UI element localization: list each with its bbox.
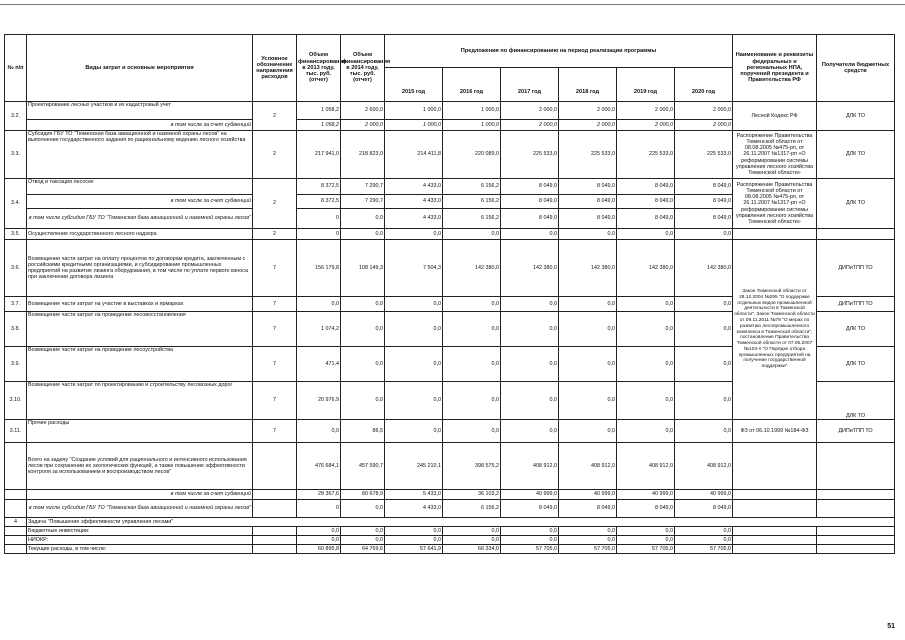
row-v2013: 28 367,6 — [297, 490, 341, 500]
row-name: Бюджетные инвестиции: — [27, 527, 253, 536]
header-vol2014: Объем финансирования в 2014 году, тыс. руб. (отчет) — [341, 35, 385, 102]
row-y2016: 6 156,2 — [443, 500, 501, 518]
row-requisites — [733, 490, 817, 500]
row-y2015: 0,0 — [385, 229, 443, 240]
table-row — [5, 490, 895, 500]
row-y2016: 0,0 — [443, 536, 501, 545]
row-v2013: 8 372,5 — [297, 179, 341, 195]
row-v2013: 476 684,1 — [297, 443, 341, 490]
row-code: 7 — [253, 382, 297, 420]
row-v2013: 471,4 — [297, 347, 341, 382]
row-code — [253, 536, 297, 545]
table-row — [5, 229, 895, 240]
row-name: Текущие расходы, в том числе: — [27, 545, 253, 554]
row-recipient — [817, 500, 895, 518]
row-y2015: 7 504,3 — [385, 240, 443, 297]
row-name: Возмещение части затрат на проведение лесовосстановления — [27, 312, 253, 347]
table-row — [5, 179, 895, 195]
row-y2016: 0,0 — [443, 312, 501, 347]
row-requisites — [733, 443, 817, 490]
row-y2018: 142 380,0 — [559, 240, 617, 297]
row-v2013: 0 — [297, 500, 341, 518]
row-requisites — [733, 500, 817, 518]
row-y2020: 408 912,0 — [675, 443, 733, 490]
row-name: Возмещение части затрат на участие в выставках и ярмарках — [27, 297, 253, 312]
row-num: 3.9. — [5, 347, 27, 382]
row-recipient: ДИПиТПП ТО — [817, 420, 895, 443]
row-y2016: 0,0 — [443, 420, 501, 443]
row-v2013: 0,0 — [297, 420, 341, 443]
row-y2015: 0,0 — [385, 536, 443, 545]
row-y2018: 0,0 — [559, 420, 617, 443]
row-code: 2 — [253, 229, 297, 240]
row-v2013: 0,0 — [297, 527, 341, 536]
row-y2019: 0,0 — [617, 536, 675, 545]
row-code — [253, 443, 297, 490]
row-v2014: 0,0 — [341, 297, 385, 312]
row-y2020: 0,0 — [675, 297, 733, 312]
row-y2019: 0,0 — [617, 420, 675, 443]
row-y2016: 0,0 — [443, 347, 501, 382]
row-y2016: 36 103,2 — [443, 490, 501, 500]
row-name: Возмещение части затрат на оплату процентов по договорам кредита, заключенным с российскими кредитными организациями, и субсидирование промышленных предприятий на развитие лизинга оборудования, в том числе по уплате первого взноса при заключении договора лизинга — [27, 240, 253, 297]
row-v2014: 0,0 — [341, 229, 385, 240]
row-recipient: ДИПиТПП ТО — [817, 297, 895, 312]
row-y2020: 0,0 — [675, 536, 733, 545]
row-y2017: 408 912,0 — [501, 443, 559, 490]
row-name: Возмещение части затрат по проектированию и строительству лесовозных дорог — [27, 382, 253, 420]
row-num: 3.7. — [5, 297, 27, 312]
row-v2014: 80 678,9 — [341, 490, 385, 500]
row-y2016: 142 380,0 — [443, 240, 501, 297]
row-y2017: 8 049,0 — [501, 209, 559, 229]
row-v2013: 0,0 — [297, 536, 341, 545]
row-v2014: 108 149,3 — [341, 240, 385, 297]
row-v2014: 0,0 — [341, 500, 385, 518]
row-v2013: 156 179,8 — [297, 240, 341, 297]
row-y2018: 8 049,0 — [559, 209, 617, 229]
row-y2019: 8 049,0 — [617, 179, 675, 195]
row-y2015: 0,0 — [385, 347, 443, 382]
row-name: Всего на задачу "Создание условий для рационального и интенсивного использования лесов при сохранении их экологических функций, а также повышение эффективности контроля за использованием и воспроизводством лесов" — [27, 443, 253, 490]
row-y2015: 0,0 — [385, 527, 443, 536]
row-num — [5, 545, 27, 554]
row-v2013: 0 — [297, 229, 341, 240]
header-kinds: Виды затрат и основные мероприятия — [27, 35, 253, 102]
row-code: 2 — [253, 102, 297, 131]
row-y2016: 398 575,2 — [443, 443, 501, 490]
row-code — [253, 527, 297, 536]
row-y2018: 0,0 — [559, 536, 617, 545]
row-recipient: ДЛК ТО — [817, 131, 895, 179]
row-y2017: 0,0 — [501, 297, 559, 312]
row-y2020: 225 533,0 — [675, 131, 733, 179]
row-recipient — [817, 229, 895, 240]
row-recipient: ДЛК ТО — [817, 102, 895, 131]
row-y2019: 2 000,0 — [617, 120, 675, 131]
header-year-2018: 2018 год — [559, 68, 617, 101]
row-num — [5, 500, 27, 518]
row-y2019: 8 049,0 — [617, 500, 675, 518]
row-name: Задача "Повышение эффективности управления лесами" — [27, 518, 895, 527]
row-y2018: 8 049,0 — [559, 500, 617, 518]
row-y2019: 2 000,0 — [617, 102, 675, 120]
row-name: Прочие расходы — [27, 420, 253, 443]
row-y2019: 0,0 — [617, 527, 675, 536]
row-num — [5, 490, 27, 500]
row-y2018: 408 912,0 — [559, 443, 617, 490]
row-y2016: 0,0 — [443, 297, 501, 312]
row-requisites: Закон Тюменской области от 28.12.2004 №295 "О поддержке отдельных видов промышленной деятельности в Тюменской области", Закон Тюменской области от 09.11.2011 №78 "О мерах по развитию лесопромышленного комплекса в Тюменской области", постановление Правительства Тюменской области от 07.05.2007 №103-п "О Порядке отбора промышленных предприятий на получение государственной поддержки" — [733, 240, 817, 420]
table-row — [5, 102, 895, 120]
row-y2019: 8 049,0 — [617, 209, 675, 229]
table-row — [5, 500, 895, 518]
row-code — [253, 500, 297, 518]
table-row — [5, 545, 895, 554]
row-num: 3.3. — [5, 131, 27, 179]
row-y2017: 0,0 — [501, 312, 559, 347]
row-v2013: 1 074,2 — [297, 312, 341, 347]
row-y2019: 8 049,0 — [617, 195, 675, 209]
row-name: в том числе субсидия ГБУ ТО "Тюменская база авиационной и наземной охраны лесов" — [27, 209, 253, 229]
row-y2019: 40 999,0 — [617, 490, 675, 500]
top-rule — [0, 4, 905, 5]
table-row — [5, 536, 895, 545]
row-y2018: 2 000,0 — [559, 102, 617, 120]
table-row-task — [5, 518, 895, 527]
row-name: Осуществление государственного лесного надзора — [27, 229, 253, 240]
row-v2013: 20 976,9 — [297, 382, 341, 420]
header-year-2019: 2019 год — [617, 68, 675, 101]
row-code: 2 — [253, 131, 297, 179]
row-y2020: 142 380,0 — [675, 240, 733, 297]
row-v2014: 218 823,0 — [341, 131, 385, 179]
row-y2019: 0,0 — [617, 312, 675, 347]
row-y2019: 57 705,0 — [617, 545, 675, 554]
row-y2015: 4 433,0 — [385, 500, 443, 518]
row-y2015: 0,0 — [385, 420, 443, 443]
row-requisites: ФЗ от 06.10.1999 №184-ФЗ — [733, 420, 817, 443]
row-v2014: 86,5 — [341, 420, 385, 443]
header-vol2013: Объем финансирования в 2013 году, тыс. руб. (отчет) — [297, 35, 341, 102]
row-name: Проектирование лесных участков и их кадастровый учет — [27, 102, 253, 120]
row-y2020: 8 049,0 — [675, 195, 733, 209]
row-code: 7 — [253, 312, 297, 347]
row-requisites — [733, 527, 817, 536]
row-y2017: 0,0 — [501, 536, 559, 545]
row-code: 7 — [253, 240, 297, 297]
row-y2015: 214 411,8 — [385, 131, 443, 179]
row-requisites — [733, 545, 817, 554]
row-y2020: 0,0 — [675, 527, 733, 536]
row-y2017: 8 049,0 — [501, 179, 559, 195]
row-y2017: 0,0 — [501, 229, 559, 240]
row-y2019: 0,0 — [617, 347, 675, 382]
row-y2016: 66 334,0 — [443, 545, 501, 554]
row-v2014: 7 290,7 — [341, 195, 385, 209]
row-v2014: 0,0 — [341, 209, 385, 229]
row-code — [253, 490, 297, 500]
row-v2013: 8 372,5 — [297, 195, 341, 209]
row-y2015: 0,0 — [385, 382, 443, 420]
header-year-2016: 2016 год — [443, 68, 501, 101]
row-y2020: 8 049,0 — [675, 179, 733, 195]
row-y2018: 0,0 — [559, 527, 617, 536]
header-requisites: Наименование и реквизиты федеральных и региональных НПА, поручений президента и Правительства РФ — [733, 35, 817, 102]
row-num — [5, 527, 27, 536]
row-y2016: 220 089,0 — [443, 131, 501, 179]
row-y2017: 2 000,0 — [501, 120, 559, 131]
row-y2018: 0,0 — [559, 297, 617, 312]
row-v2014: 457 590,7 — [341, 443, 385, 490]
table-header-row — [5, 35, 895, 102]
row-y2018: 8 049,0 — [559, 195, 617, 209]
row-num: 3.11. — [5, 420, 27, 443]
row-recipient — [817, 527, 895, 536]
row-name: в том числе субсидия ГБУ ТО "Тюменская база авиационной и наземной охраны лесов" — [27, 500, 253, 518]
row-v2013: 0 — [297, 209, 341, 229]
row-code: 7 — [253, 420, 297, 443]
row-y2015: 57 641,9 — [385, 545, 443, 554]
row-y2017: 57 705,0 — [501, 545, 559, 554]
row-v2013: 217 941,0 — [297, 131, 341, 179]
table-row — [5, 240, 895, 297]
row-v2013: 60 895,8 — [297, 545, 341, 554]
header-recipients: Получатели бюджетных средств — [817, 35, 895, 102]
row-name: Отвод и таксация лесосек — [27, 179, 253, 195]
row-y2015: 4 433,0 — [385, 179, 443, 195]
row-y2017: 40 999,0 — [501, 490, 559, 500]
row-v2013: 1 058,2 — [297, 102, 341, 120]
row-y2017: 8 049,0 — [501, 195, 559, 209]
row-y2019: 0,0 — [617, 297, 675, 312]
row-v2014: 0,0 — [341, 382, 385, 420]
row-y2017: 2 000,0 — [501, 102, 559, 120]
row-y2019: 0,0 — [617, 229, 675, 240]
row-y2016: 6 156,2 — [443, 209, 501, 229]
row-v2014: 2 000,0 — [341, 120, 385, 131]
row-y2020: 0,0 — [675, 382, 733, 420]
row-y2020: 8 049,0 — [675, 500, 733, 518]
row-y2019: 142 380,0 — [617, 240, 675, 297]
row-v2014: 2 600,0 — [341, 102, 385, 120]
table-row — [5, 420, 895, 443]
row-v2014: 0,0 — [341, 312, 385, 347]
row-recipient — [817, 545, 895, 554]
row-y2015: 1 000,0 — [385, 102, 443, 120]
row-name: в том числе за счет субвенций — [27, 490, 253, 500]
row-requisites: Распоряжение Правительства Тюменской области от 08.08.2005 №475-рп, от 26.11.2007 №1317-рп «О реформировании системы управления лесного хозяйства Тюменской области» — [733, 131, 817, 179]
row-v2014: 64 769,6 — [341, 545, 385, 554]
row-y2017: 0,0 — [501, 420, 559, 443]
row-code — [253, 545, 297, 554]
row-y2020: 0,0 — [675, 420, 733, 443]
row-recipient — [817, 443, 895, 490]
row-recipient: ДЛК ТО — [817, 179, 895, 229]
row-v2013: 0,0 — [297, 297, 341, 312]
row-y2015: 1 000,0 — [385, 120, 443, 131]
row-recipient: ДИПиТПП ТО — [817, 240, 895, 297]
row-y2018: 40 999,0 — [559, 490, 617, 500]
row-y2020: 0,0 — [675, 312, 733, 347]
header-proposals-label: Предложения по финансированию на период реализации программы — [385, 35, 732, 68]
header-years — [385, 68, 732, 101]
row-recipient: ДЛК ТО — [817, 312, 895, 347]
row-code: 2 — [253, 179, 297, 229]
row-y2016: 6 156,2 — [443, 195, 501, 209]
row-code: 7 — [253, 297, 297, 312]
financing-table — [4, 34, 895, 554]
row-y2019: 0,0 — [617, 382, 675, 420]
row-y2018: 57 705,0 — [559, 545, 617, 554]
row-y2015: 5 433,0 — [385, 490, 443, 500]
row-y2017: 8 049,0 — [501, 500, 559, 518]
row-y2016: 0,0 — [443, 229, 501, 240]
table-row — [5, 527, 895, 536]
row-y2020: 0,0 — [675, 229, 733, 240]
header-year-2015: 2015 год — [385, 68, 443, 101]
row-y2018: 0,0 — [559, 382, 617, 420]
row-y2020: 2 000,0 — [675, 102, 733, 120]
header-proposals — [385, 35, 733, 102]
row-y2017: 0,0 — [501, 382, 559, 420]
row-v2014: 0,0 — [341, 536, 385, 545]
row-y2016: 6 156,2 — [443, 179, 501, 195]
row-y2016: 0,0 — [443, 382, 501, 420]
row-y2017: 225 533,0 — [501, 131, 559, 179]
row-y2015: 0,0 — [385, 312, 443, 347]
table-row-total — [5, 443, 895, 490]
row-y2017: 0,0 — [501, 347, 559, 382]
row-y2018: 0,0 — [559, 312, 617, 347]
row-v2014: 0,0 — [341, 347, 385, 382]
row-recipient: ДЛК ТО — [817, 382, 895, 420]
row-recipient: ДЛК ТО — [817, 347, 895, 382]
row-y2018: 225 533,0 — [559, 131, 617, 179]
row-y2016: 0,0 — [443, 527, 501, 536]
row-num: 3.8. — [5, 312, 27, 347]
row-y2019: 408 912,0 — [617, 443, 675, 490]
row-num: 3.4. — [5, 179, 27, 229]
row-requisites: Лесной Кодекс РФ — [733, 102, 817, 131]
row-y2018: 2 000,0 — [559, 120, 617, 131]
row-recipient — [817, 536, 895, 545]
row-y2015: 4 433,0 — [385, 195, 443, 209]
row-code: 7 — [253, 347, 297, 382]
row-y2019: 225 533,0 — [617, 131, 675, 179]
row-num: 3.5. — [5, 229, 27, 240]
row-v2013: 1 058,2 — [297, 120, 341, 131]
row-y2020: 8 049,0 — [675, 209, 733, 229]
row-y2018: 0,0 — [559, 347, 617, 382]
page-number: 51 — [887, 623, 895, 630]
row-y2017: 0,0 — [501, 527, 559, 536]
row-y2020: 2 000,0 — [675, 120, 733, 131]
row-y2018: 0,0 — [559, 229, 617, 240]
row-name: Возмещение части затрат на проведение лесоустройства — [27, 347, 253, 382]
row-y2017: 142 380,0 — [501, 240, 559, 297]
row-y2018: 8 049,0 — [559, 179, 617, 195]
row-y2016: 1 000,0 — [443, 102, 501, 120]
row-name: Субсидия ГБУ ТО "Тюменская база авиационной и наземной охраны лесов" на выполнение государственного задания по рациональному ведению лесного хозяйства — [27, 131, 253, 179]
row-num: 3.6. — [5, 240, 27, 297]
row-v2014: 0,0 — [341, 527, 385, 536]
row-y2015: 4 433,0 — [385, 209, 443, 229]
row-requisites — [733, 229, 817, 240]
row-recipient — [817, 490, 895, 500]
row-y2020: 40 999,0 — [675, 490, 733, 500]
table-row — [5, 131, 895, 179]
row-v2014: 7 290,7 — [341, 179, 385, 195]
row-name: в том числе за счет субвенций — [27, 195, 253, 209]
row-y2020: 0,0 — [675, 347, 733, 382]
row-requisites: Распоряжение Правительства Тюменской области от 08.08.2005 №475-рп, от 26.11.2007 №1317-рп «О реформировании системы управления лесного хозяйства Тюменской области» — [733, 179, 817, 229]
row-name: в том числе за счет субвенций — [27, 120, 253, 131]
row-requisites — [733, 536, 817, 545]
row-num: 4 — [5, 518, 27, 527]
row-name: НИОКР: — [27, 536, 253, 545]
row-y2020: 57 705,0 — [675, 545, 733, 554]
header-year-2020: 2020 год — [691, 88, 716, 95]
header-year-2017: 2017 год — [501, 68, 559, 101]
row-y2016: 1 000,0 — [443, 120, 501, 131]
row-y2015: 0,0 — [385, 297, 443, 312]
row-y2015: 245 210,1 — [385, 443, 443, 490]
header-num: № п/п — [5, 35, 27, 102]
row-num — [5, 536, 27, 545]
row-num: 3.2. — [5, 102, 27, 131]
header-code: Условное обозначение направления расходов — [253, 35, 297, 102]
row-num — [5, 443, 27, 490]
row-num: 3.10. — [5, 382, 27, 420]
